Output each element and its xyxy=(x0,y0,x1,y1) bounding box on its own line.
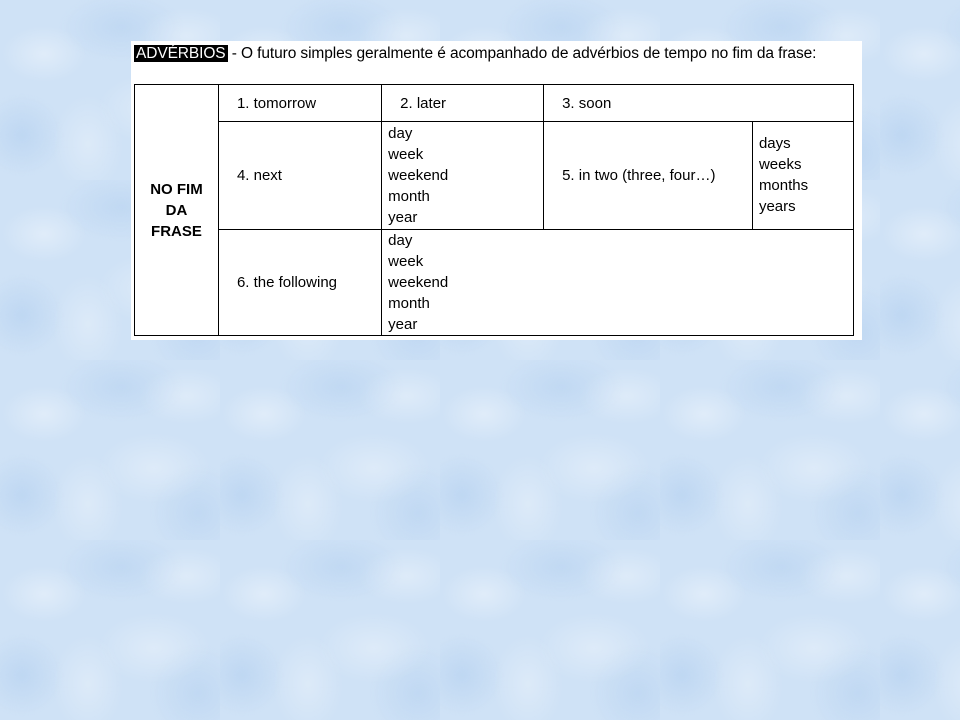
list-item: years xyxy=(758,198,796,216)
adverbs-table xyxy=(134,84,854,336)
list-item: weeks xyxy=(758,156,802,174)
list-item: days xyxy=(758,135,791,153)
list-item: months xyxy=(758,177,809,195)
table-row xyxy=(135,122,854,229)
list-item: month xyxy=(388,294,430,312)
side-label-line: FRASE xyxy=(151,222,202,240)
list-item: week xyxy=(388,252,424,270)
table-row xyxy=(135,229,854,335)
list-item: weekend xyxy=(388,166,449,184)
plural-word-list xyxy=(752,122,853,229)
list-item: day xyxy=(388,231,413,249)
adverb-next: 4. next xyxy=(218,122,381,229)
list-item: year xyxy=(388,208,418,226)
list-item: month xyxy=(388,187,430,205)
list-item: year xyxy=(388,315,418,333)
heading xyxy=(134,45,816,63)
following-word-list xyxy=(382,229,854,335)
adverb-in-two: 5. in two (three, four…) xyxy=(544,122,753,229)
list-item: day xyxy=(388,124,413,142)
adverb-later: 2. later xyxy=(382,85,544,122)
adverb-the-following: 6. the following xyxy=(218,229,381,335)
heading-tag: ADVÉRBIOS xyxy=(136,45,226,62)
side-label xyxy=(135,85,219,336)
side-label-line: NO FIM xyxy=(150,180,203,198)
adverb-tomorrow: 1. tomorrow xyxy=(218,85,381,122)
side-label-line: DA xyxy=(165,201,188,219)
table-row xyxy=(135,85,854,122)
document-sheet xyxy=(131,41,862,340)
heading-text: - O futuro simples geralmente é acompanhado de advérbios de tempo no fim da frase: xyxy=(227,45,817,62)
list-item: weekend xyxy=(388,273,449,291)
next-word-list xyxy=(382,122,544,229)
list-item: week xyxy=(388,145,424,163)
adverb-soon: 3. soon xyxy=(544,85,854,122)
